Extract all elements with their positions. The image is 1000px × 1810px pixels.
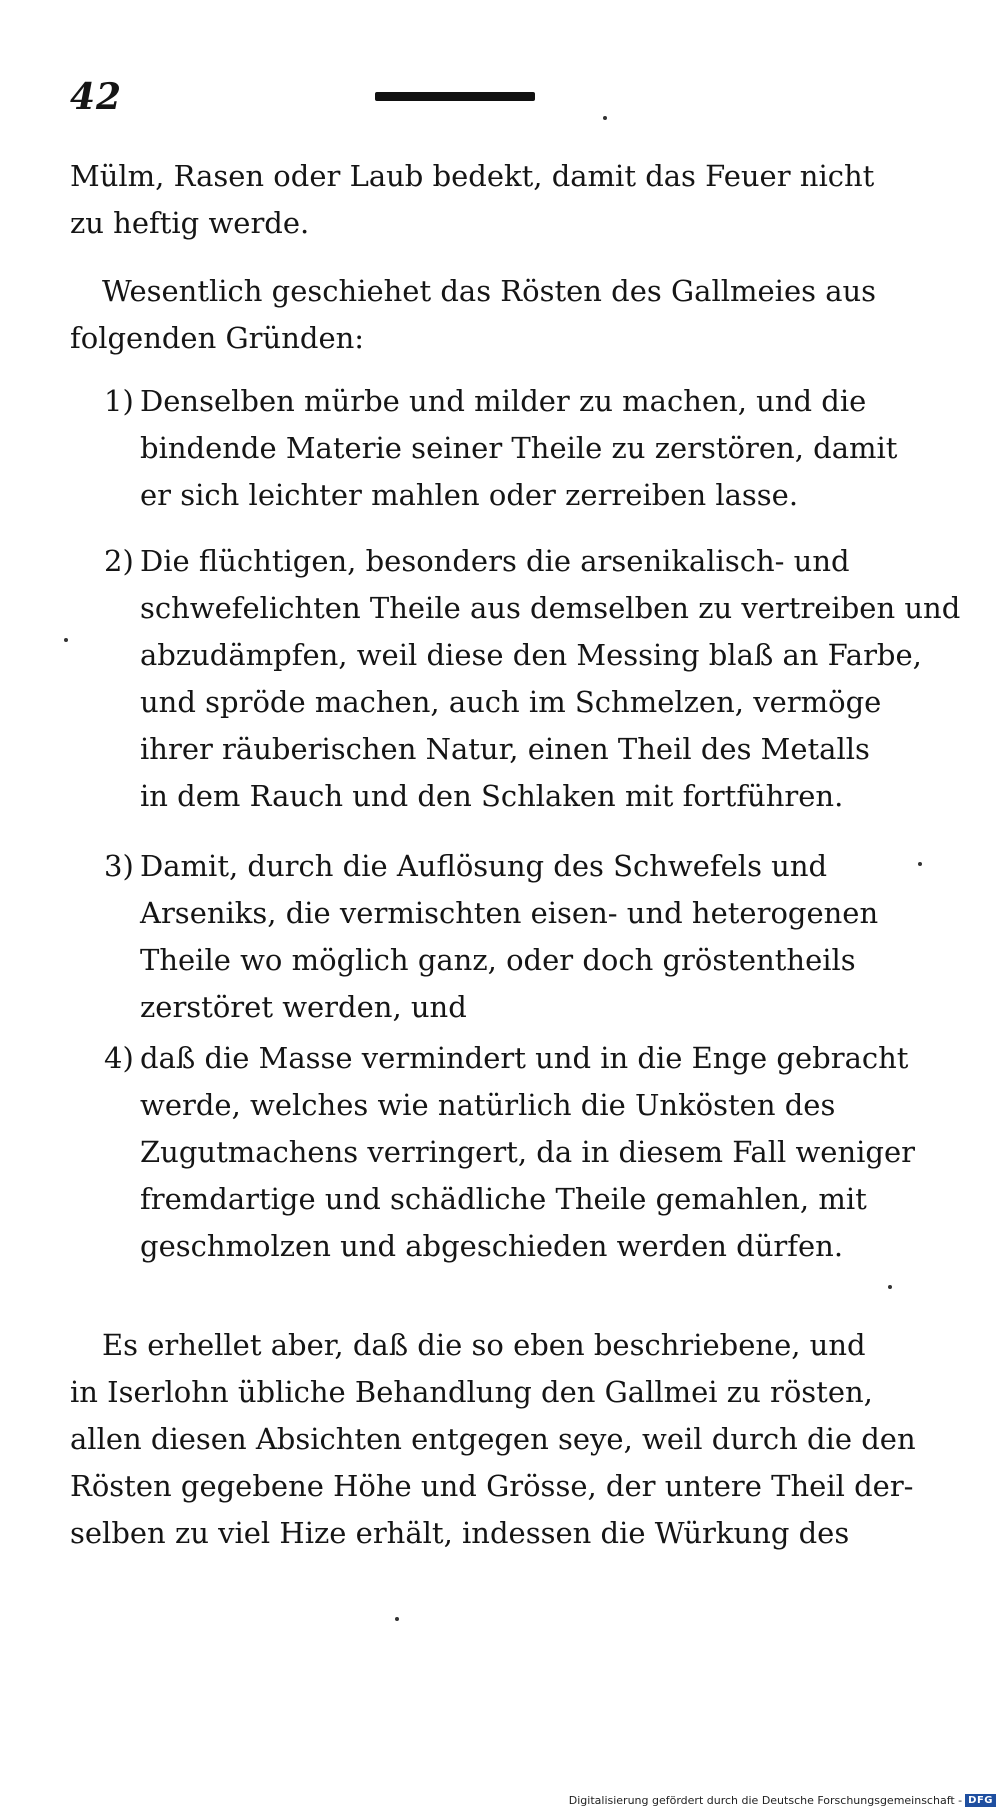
text-line: in dem Rauch und den Schlaken mit fortführen. [140, 779, 844, 813]
text-line: zu heftig werde. [70, 206, 310, 240]
scan-speck [603, 116, 607, 120]
text-line: ihrer räuberischen Natur, einen Theil des Metalls [140, 732, 870, 766]
text-line: Zugutmachens verringert, da in diesem Fall weniger [140, 1135, 916, 1169]
text-line: Die flüchtigen, besonders die arsenikalisch- und [140, 544, 850, 578]
text-line: Damit, durch die Auflösung des Schwefels und [140, 849, 828, 883]
text-line: fremdartige und schädliche Theile gemahlen, mit [140, 1182, 867, 1216]
text-line: Wesentlich geschiehet das Rösten des Gallmeies aus [102, 274, 877, 308]
text-line: Rösten gegebene Höhe und Grösse, der untere Theil der- [70, 1469, 914, 1503]
text-line: werde, welches wie natürlich die Unkösten des [140, 1088, 836, 1122]
header-rule [375, 92, 535, 101]
text-line: schwefelichten Theile aus demselben zu vertreiben und [140, 591, 961, 625]
digitization-credit [569, 1794, 996, 1807]
scan-speck [918, 862, 922, 866]
item-number: 4) [104, 1041, 134, 1075]
item-number: 3) [104, 849, 134, 883]
text-line: abzudämpfen, weil diese den Messing blaß an Farbe, [140, 638, 922, 672]
text-line: zerstöret werden, und [140, 990, 467, 1024]
text-line: Theile wo möglich ganz, oder doch gröstentheils [140, 943, 856, 977]
text-line: in Iserlohn übliche Behandlung den Gallmei zu rösten, [70, 1375, 873, 1409]
dfg-logo: DFG [965, 1794, 996, 1807]
item-number: 1) [104, 384, 134, 418]
text-line: er sich leichter mahlen oder zerreiben lasse. [140, 478, 799, 512]
scan-speck [888, 1285, 892, 1289]
credit-text: Digitalisierung gefördert durch die Deutsche Forschungsgemeinschaft - [568, 1794, 963, 1807]
text-line: allen diesen Absichten entgegen seye, weil durch die den [70, 1422, 916, 1456]
text-line: folgenden Gründen: [70, 321, 365, 355]
text-line: geschmolzen und abgeschieden werden dürfen. [140, 1229, 844, 1263]
text-line: Arseniks, die vermischten eisen- und heterogenen [140, 896, 879, 930]
text-line: und spröde machen, auch im Schmelzen, vermöge [140, 685, 882, 719]
text-line: Mülm, Rasen oder Laub bedekt, damit das Feuer nicht [70, 159, 875, 193]
scan-speck [395, 1617, 399, 1621]
item-number: 2) [104, 544, 134, 578]
scan-speck [64, 638, 68, 642]
text-line: daß die Masse vermindert und in die Enge gebracht [140, 1041, 909, 1075]
page-number: 42 [70, 76, 123, 118]
text-line: bindende Materie seiner Theile zu zerstören, damit [140, 431, 898, 465]
text-line: Es erhellet aber, daß die so eben beschriebene, und [102, 1328, 866, 1362]
text-line: selben zu viel Hize erhält, indessen die Würkung des [70, 1516, 850, 1550]
text-line: Denselben mürbe und milder zu machen, und die [140, 384, 867, 418]
